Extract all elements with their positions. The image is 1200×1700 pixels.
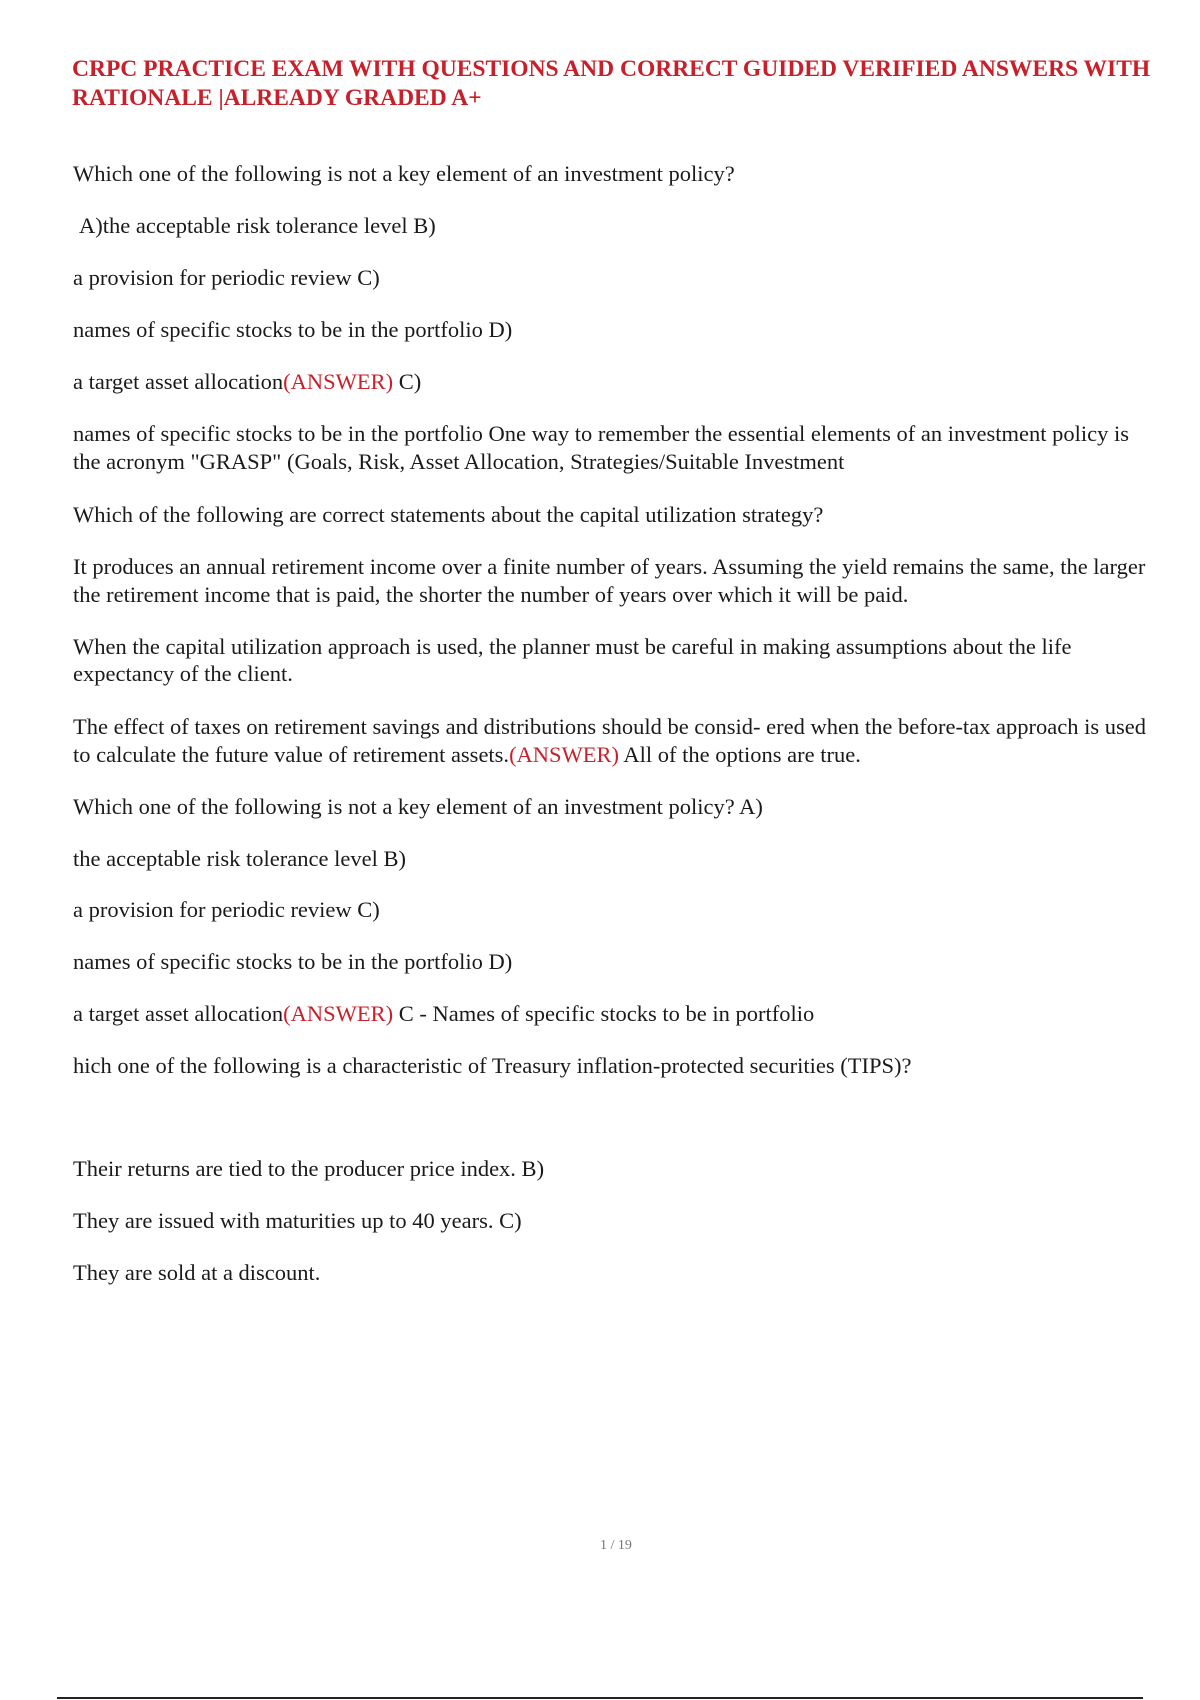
option-paragraph: the acceptable risk tolerance level B) [73, 846, 406, 871]
rationale-line: names of specific stocks to be in the portfolio One way to remember the essential elements of an investment policy is [73, 421, 1129, 446]
option-paragraph: They are sold at a discount. [73, 1260, 321, 1285]
option-paragraph: a provision for periodic review C) [73, 897, 380, 922]
rationale-line: the acronym "GRASP" (Goals, Risk, Asset Allocation, Strategies/Suitable Investment [73, 449, 845, 474]
document-title: CRPC PRACTICE EXAM WITH QUESTIONS AND CORRECT GUIDED VERIFIED ANSWERS WITH RATIONALE |ALREADY GRADED A+ [72, 56, 1151, 111]
answer-paragraph [73, 368, 421, 396]
answer-marker: (ANSWER) [283, 369, 394, 394]
option-text: a target asset allocation [73, 1001, 284, 1026]
question-paragraph: Which one of the following is not a key element of an investment policy? A) [73, 794, 763, 819]
answer-paragraph [73, 741, 861, 769]
footer-divider [57, 1697, 1143, 1699]
answer-text: C) [393, 369, 422, 394]
statement-line: The effect of taxes on retirement savings and distributions should be consid- ered when the before-tax approach is used [73, 714, 1147, 739]
statement-line: the retirement income that is paid, the shorter the number of years over which it will be paid. [73, 582, 909, 607]
statement-line: It produces an annual retirement income over a finite number of years. Assuming the yield remains the same, the larger [73, 554, 1146, 579]
answer-text: All of the options are true. [619, 742, 861, 767]
page-number: 1 / 19 [600, 1538, 632, 1553]
answer-text: C - Names of specific stocks to be in portfolio [393, 1001, 815, 1026]
question-paragraph: hich one of the following is a characteristic of Treasury inflation-protected securities (TIPS)? [73, 1053, 912, 1078]
answer-paragraph [73, 1000, 814, 1028]
answer-marker: (ANSWER) [509, 742, 620, 767]
option-paragraph: They are issued with maturities up to 40 years. C) [73, 1208, 522, 1233]
option-text: a target asset allocation [73, 369, 284, 394]
answer-marker: (ANSWER) [283, 1001, 394, 1026]
option-paragraph: A)the acceptable risk tolerance level B) [79, 213, 436, 238]
question-paragraph: Which one of the following is not a key element of an investment policy? [73, 161, 735, 186]
option-paragraph: a provision for periodic review C) [73, 265, 380, 290]
statement-text: to calculate the future value of retirement assets. [73, 742, 510, 767]
statement-line: When the capital utilization approach is used, the planner must be careful in making assumptions about the life [73, 634, 1072, 659]
statement-line: expectancy of the client. [73, 661, 293, 686]
option-paragraph: Their returns are tied to the producer price index. B) [73, 1156, 545, 1181]
question-paragraph: Which of the following are correct statements about the capital utilization strategy? [73, 502, 824, 527]
option-paragraph: names of specific stocks to be in the portfolio D) [73, 949, 513, 974]
option-paragraph: names of specific stocks to be in the portfolio D) [73, 317, 513, 342]
